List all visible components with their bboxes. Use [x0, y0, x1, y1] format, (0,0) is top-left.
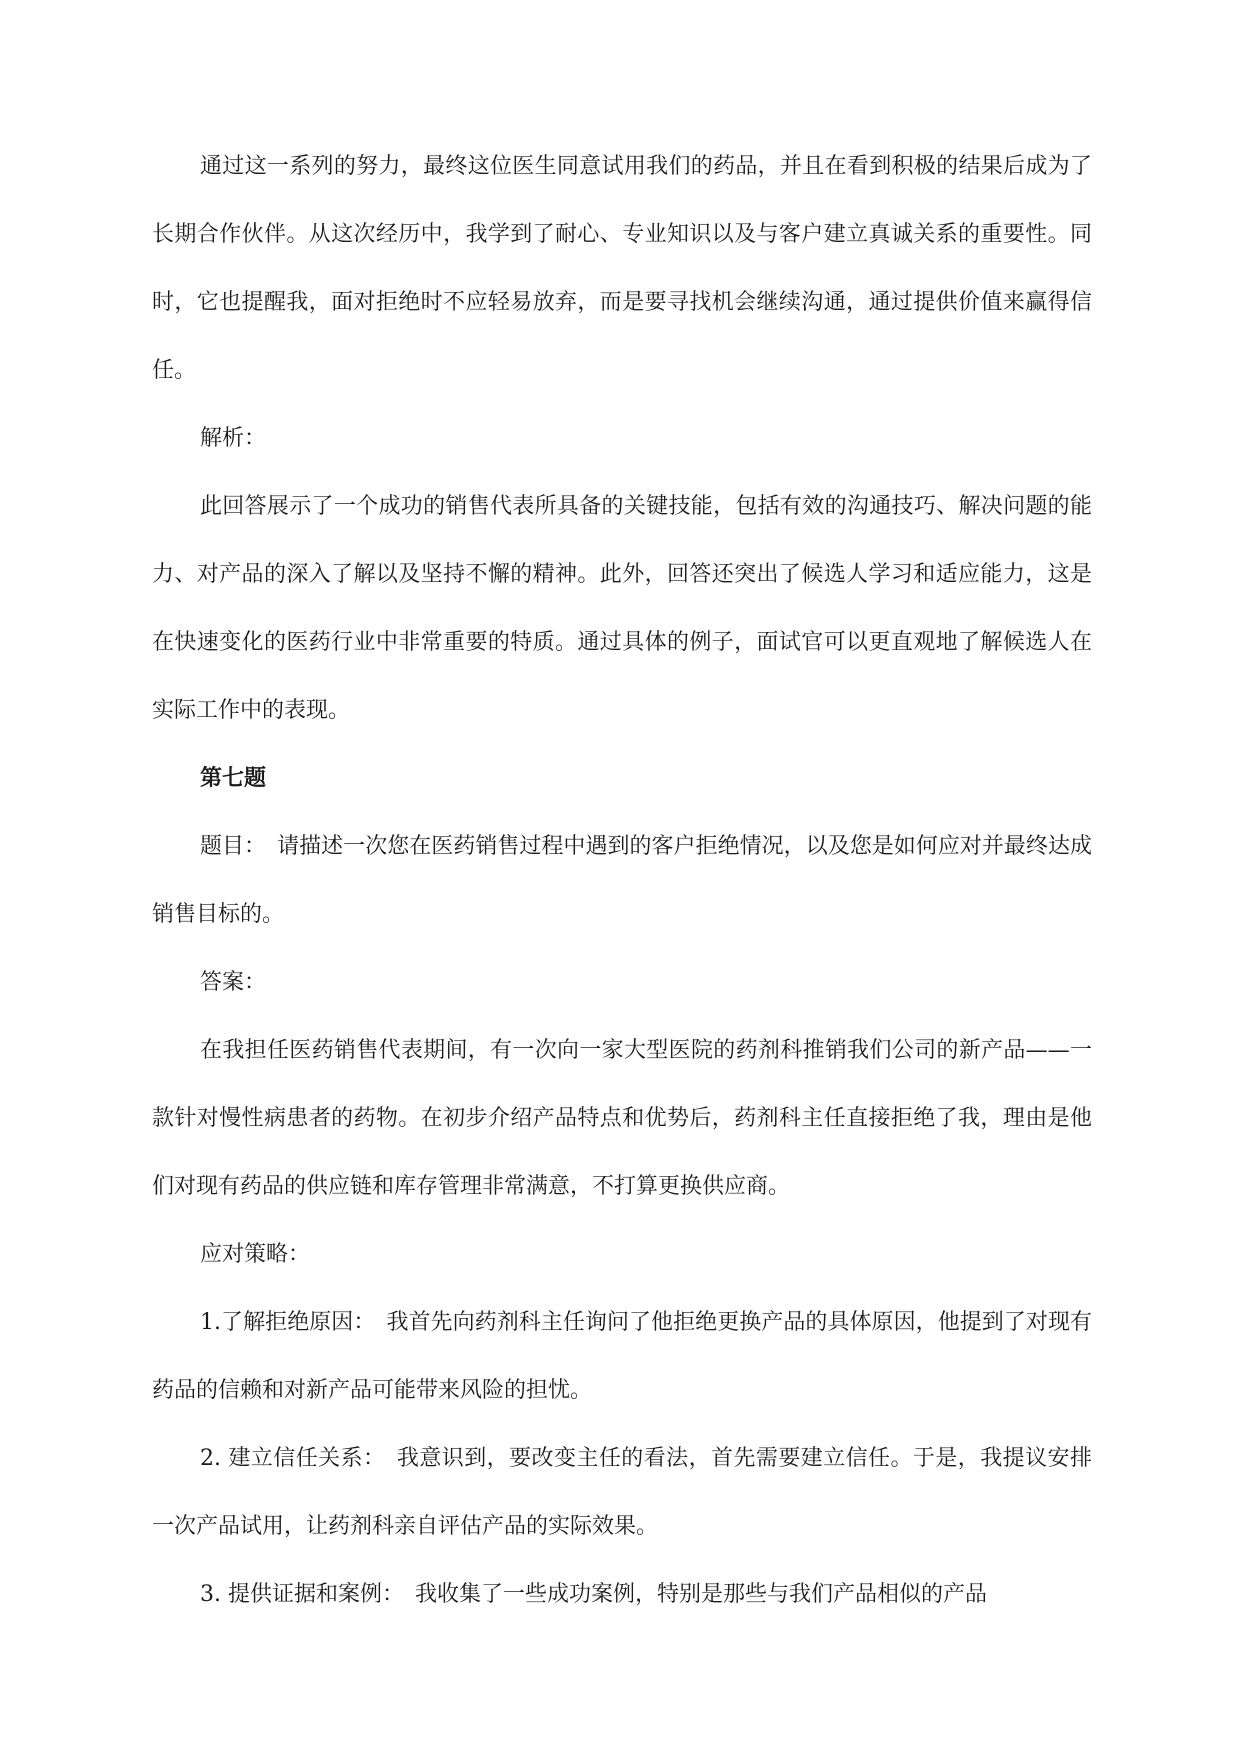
- question-paragraph: 题目： 请描述一次您在医药销售过程中遇到的客户拒绝情况，以及您是如何应对并最终达成销售目标的。: [152, 834, 1092, 927]
- paragraph-answer: 在我担任医药销售代表期间，有一次向一家大型医院的药剂科推销我们公司的新产品——一款针对慢性病患者的药物。在初步介绍产品特点和优势后，药剂科主任直接拒绝了我，理由是他们对现有药品的供应链和库存管理非常满意，不打算更换供应商。: [152, 1038, 1092, 1199]
- document-body: [152, 133, 1092, 1629]
- analysis-label: 解析：: [200, 426, 267, 451]
- paragraph-analysis: 此回答展示了一个成功的销售代表所具备的关键技能，包括有效的沟通技巧、解决问题的能力、对产品的深入了解以及坚持不懈的精神。此外，回答还突出了候选人学习和适应能力，这是在快速变化的医药行业中非常重要的特质。通过具体的例子，面试官可以更直观地了解候选人在实际工作中的表现。: [152, 494, 1092, 723]
- strategy-item-3: 3. 提供证据和案例： 我收集了一些成功案例，特别是那些与我们产品相似的产品: [200, 1582, 987, 1607]
- section-heading: 第七题: [200, 766, 267, 791]
- paragraph-conclusion: 通过这一系列的努力，最终这位医生同意试用我们的药品，并且在看到积极的结果后成为了长期合作伙伴。从这次经历中，我学到了耐心、专业知识以及与客户建立真诚关系的重要性。同时，它也提醒我，面对拒绝时不应轻易放弃，而是要寻找机会继续沟通，通过提供价值来赢得信任。: [152, 154, 1092, 383]
- strategy-label: 应对策略：: [200, 1242, 311, 1267]
- answer-label: 答案：: [200, 970, 267, 995]
- strategy-item-2: 2. 建立信任关系： 我意识到，要改变主任的看法，首先需要建立信任。于是，我提议安排一次产品试用，让药剂科亲自评估产品的实际效果。: [152, 1446, 1092, 1539]
- strategy-item-1: 1.了解拒绝原因： 我首先向药剂科主任询问了他拒绝更换产品的具体原因，他提到了对现有药品的信赖和对新产品可能带来风险的担忧。: [152, 1310, 1092, 1403]
